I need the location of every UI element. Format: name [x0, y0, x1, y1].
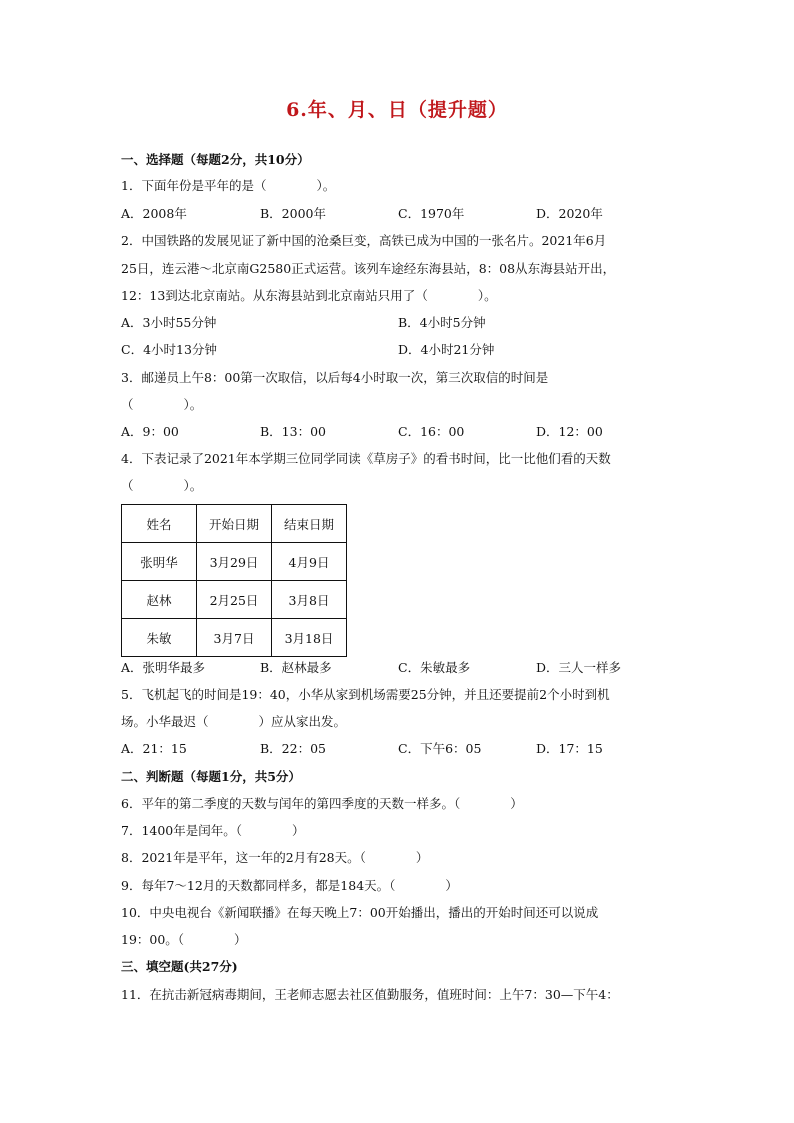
question-2-line-2: 25日，连云港～北京南G2580正式运营。该列车途经东海县站，8：08从东海县站开出， [121, 261, 616, 276]
table-cell: 张明华 [122, 543, 197, 581]
q2-option-d: D．4小时21分钟 [398, 342, 495, 357]
q3-option-a: A．9：00 [121, 424, 179, 439]
q4-option-d: D．三人一样多 [536, 660, 622, 675]
q1-option-b: B．2000年 [260, 206, 326, 221]
question-8: 8．2021年是平年，这一年的2月有28天。（ ） [121, 850, 429, 865]
question-6: 6．平年的第二季度的天数与闰年的第四季度的天数一样多。（ ） [121, 796, 523, 811]
table-row [122, 619, 347, 657]
question-4-line-1: 4．下表记录了2021年本学期三位同学同读《草房子》的看书时间，比一比他们看的天数 [121, 451, 611, 466]
table-header-cell: 开始日期 [197, 505, 272, 543]
question-2-line-1: 2．中国铁路的发展见证了新中国的沧桑巨变，高铁已成为中国的一张名片。2021年6月 [121, 233, 607, 248]
q1-option-a: A．2008年 [121, 206, 187, 221]
q2-option-c: C．4小时13分钟 [121, 342, 217, 357]
table-cell: 4月9日 [272, 543, 347, 581]
table-cell: 赵林 [122, 581, 197, 619]
table-cell: 2月25日 [197, 581, 272, 619]
table-cell: 3月8日 [272, 581, 347, 619]
table-row [122, 543, 347, 581]
table-cell: 3月7日 [197, 619, 272, 657]
question-3-line-2: （ ）。 [121, 397, 203, 412]
question-4-line-2: （ ）。 [121, 478, 203, 493]
q5-option-c: C．下午6：05 [398, 741, 482, 756]
q5-option-d: D．17：15 [536, 741, 603, 756]
table-cell: 3月18日 [272, 619, 347, 657]
table-header-row [122, 505, 347, 543]
question-5-line-2: 场。小华最迟（ ）应从家出发。 [121, 714, 347, 729]
question-3-line-1: 3．邮递员上午8：00第一次取信，以后每4小时取一次，第三次取信的时间是 [121, 370, 549, 385]
q5-option-a: A．21：15 [121, 741, 187, 756]
question-1: 1．下面年份是平年的是（ ）。 [121, 178, 336, 193]
question-11: 11．在抗击新冠病毒期间，王老师志愿去社区值勤服务，值班时间：上午7：30—下午4： [121, 987, 619, 1002]
q4-option-c: C．朱敏最多 [398, 660, 471, 675]
q2-option-a: A．3小时55分钟 [121, 315, 217, 330]
section-fill-heading: 三、填空题(共27分) [121, 959, 238, 974]
question-10-line-2: 19：00。（ ） [121, 932, 247, 947]
question-5-line-1: 5．飞机起飞的时间是19：40，小华从家到机场需要25分钟，并且还要提前2个小时到机 [121, 687, 610, 702]
reading-dates-table [121, 504, 347, 657]
section-judge-heading: 二、判断题（每题1分，共5分） [121, 769, 301, 784]
q1-option-c: C．1970年 [398, 206, 465, 221]
q3-option-b: B．13：00 [260, 424, 326, 439]
q3-option-c: C．16：00 [398, 424, 465, 439]
q2-option-b: B．4小时5分钟 [398, 315, 486, 330]
table-cell: 3月29日 [197, 543, 272, 581]
table-cell: 朱敏 [122, 619, 197, 657]
q4-option-b: B．赵林最多 [260, 660, 332, 675]
q5-option-b: B．22：05 [260, 741, 326, 756]
question-9: 9．每年7～12月的天数都同样多，都是184天。（ ） [121, 878, 458, 893]
q4-option-a: A．张明华最多 [121, 660, 206, 675]
table-header-cell: 姓名 [122, 505, 197, 543]
q1-option-d: D．2020年 [536, 206, 603, 221]
table-row [122, 581, 347, 619]
question-10-line-1: 10．中央电视台《新闻联播》在每天晚上7：00开始播出，播出的开始时间还可以说成 [121, 905, 599, 920]
page-title: 6.年、月、日（提升题） [286, 99, 508, 121]
question-2-line-3: 12：13到达北京南站。从东海县站到北京南站只用了（ ）。 [121, 288, 497, 303]
section-choice-heading: 一、选择题（每题2分，共10分） [121, 152, 310, 167]
q3-option-d: D．12：00 [536, 424, 603, 439]
question-7: 7．1400年是闰年。（ ） [121, 823, 305, 838]
table-header-cell: 结束日期 [272, 505, 347, 543]
